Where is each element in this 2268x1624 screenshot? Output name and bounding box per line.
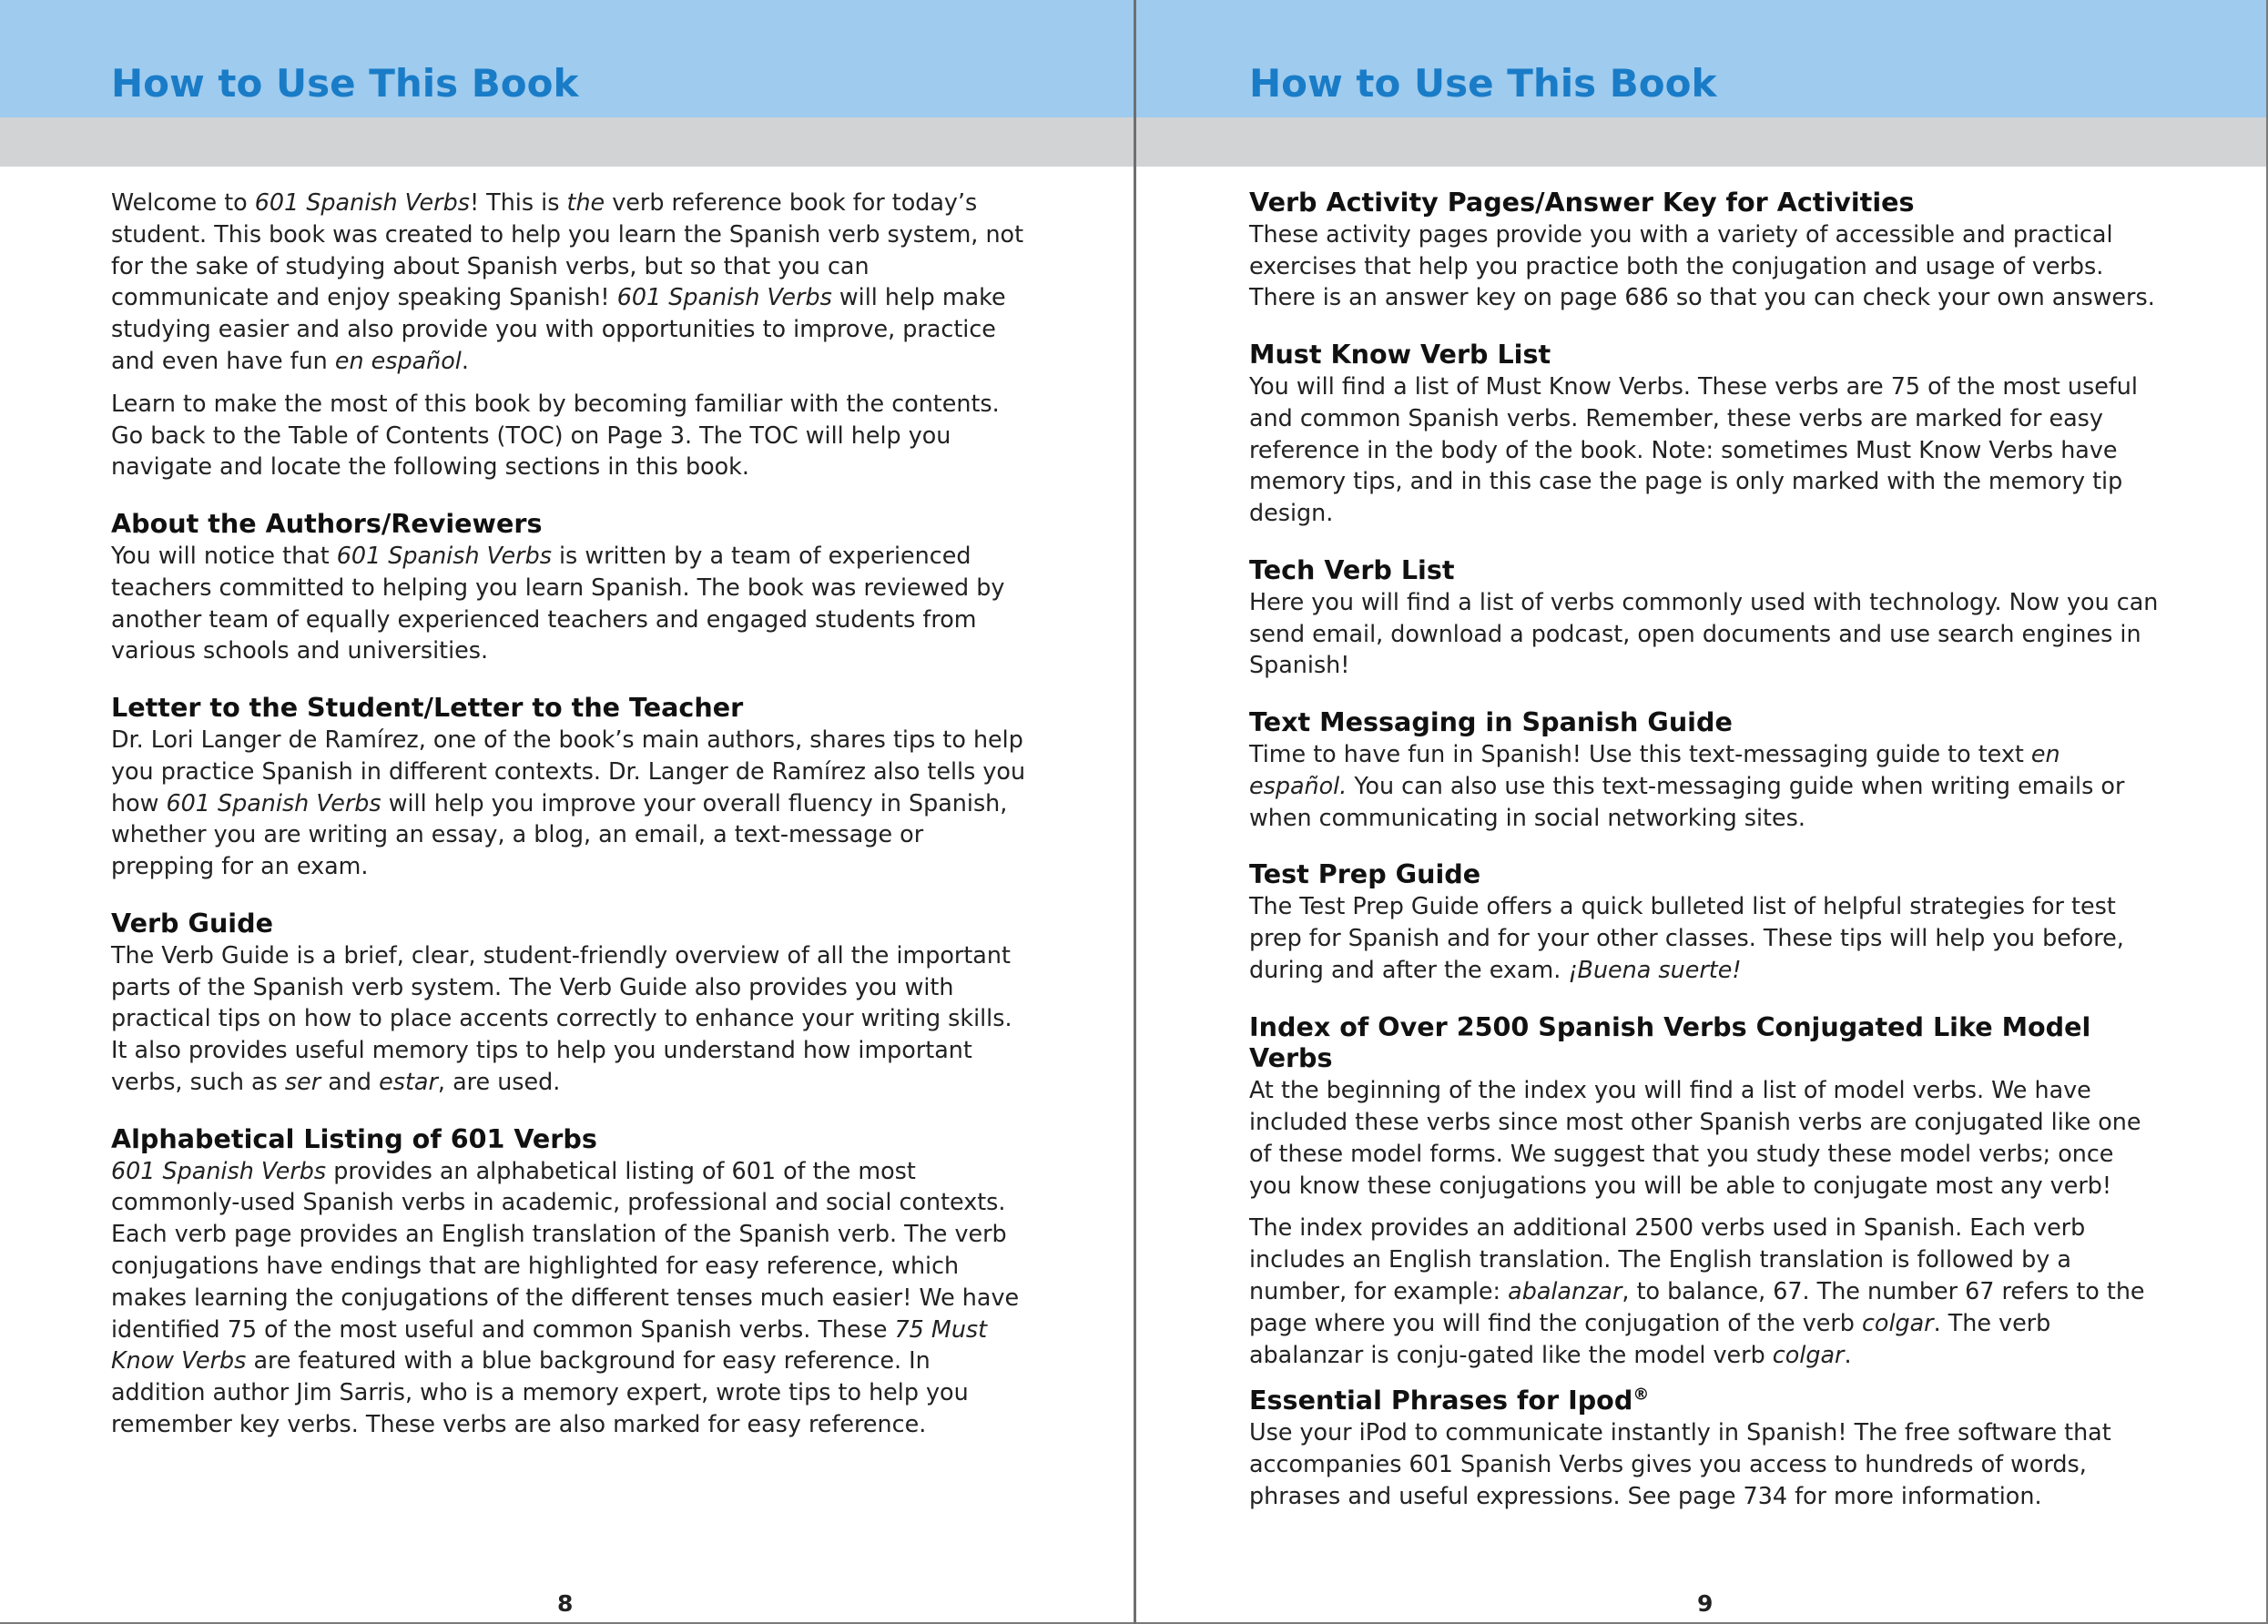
section-heading: Text Messaging in Spanish Guide [1249,706,1733,738]
section-heading: Letter to the Student/Letter to the Teacher [111,692,744,724]
section-alphabetical-listing [111,1123,1026,1440]
right-gray-band [1136,117,2268,167]
section-body: At the beginning of the index you will find a list of model verbs. We have included these verbs since most other Spanish verbs are conjugated like one of these model forms. We suggest that you study these model verbs; once you know these conjugations you will be able to conjugate most any verb! [1249,1076,2141,1199]
section-activity-pages [1249,187,2160,313]
section-tech-verbs [1249,554,2160,681]
section-heading: About the Authors/Reviewers [111,508,543,540]
section-letters [111,692,1026,882]
section-body: Dr. Lori Langer de Ramírez, one of the book’s main authors, shares tips to help you practice Spanish in different contexts. Dr. Langer de Ramírez also tells you how 601 Spanish Verbs will help you improve your overall fluency in Spanish, whether you are writing an essay, a blog, an email, a text-message or prepping for an exam. [111,725,1026,880]
registered-mark: ® [1632,1385,1650,1405]
section-body: Use your iPod to communicate instantly in Spanish! The free software that accompanies 601 Spanish Verbs gives you access to hundreds of words, phrases and useful expressions. See page 734 for more information. [1249,1418,2111,1509]
section-body: Here you will find a list of verbs commonly used with technology. Now you can send email, download a podcast, open documents and use search engines in Spanish! [1249,587,2159,679]
section-verb-guide [111,908,1026,1098]
section-body: The Verb Guide is a brief, clear, student-friendly overview of all the important parts of the Spanish verb system. The Verb Guide also provides you with practical tips on how to place accents correctly to enhance your writing skills. It also provides useful memory tips to help you understand how important verbs, such as ser and estar, are used. [111,940,1012,1095]
section-body-2: The index provides an additional 2500 verbs used in Spanish. Each verb includes an English translation. The English translation is followed by a number, for example: abalanzar, to balance, 67. The number 67 refers to the page where you will find the conjugation of the verb colgar. The verb abalanzar is conju-gated like the model verb colgar. [1249,1213,2145,1368]
section-authors [111,508,1026,666]
intro-paragraph-1: Welcome to 601 Spanish Verbs! This is the verb reference book for today’s student. This book was created to help you learn the Spanish verb system, not for the sake of studying about Spanish verbs, but so that you can communicate and enjoy speaking Spanish! 601 Spanish Verbs will help make studying easier and also provide you with opportunities to improve, practice and even have fun en español. [111,188,1024,374]
right-page-number: 9 [1697,1590,1714,1617]
section-heading: Verb Guide [111,907,273,939]
right-page [1136,0,2268,1624]
left-page-title: How to Use This Book [111,61,579,106]
left-gray-band [0,117,1134,167]
section-index [1249,1011,2160,1371]
section-heading: Must Know Verb List [1249,339,1551,370]
left-content [111,187,1026,1451]
section-test-prep [1249,858,2160,985]
left-page-number: 8 [557,1590,574,1617]
section-body: 601 Spanish Verbs provides an alphabetical listing of 601 of the most commonly-used Spanish verbs in academic, professional and social contexts. Each verb page provides an English translation of the Spanish verb. The verb conjugations have endings that are highlighted for easy reference, which makes learning the conjugations of the different tenses much easier! We have identified 75 of the most useful and common Spanish verbs. These 75 Must Know Verbs are featured with a blue background for easy reference. In addition author Jim Sarris, who is a memory expert, wrote tips to help you remember key verbs. These verbs are also marked for easy reference. [111,1156,1020,1437]
section-heading: Index of Over 2500 Spanish Verbs Conjugated Like Model Verbs [1249,1010,2091,1074]
section-body: You will notice that 601 Spanish Verbs is written by a team of experienced teachers committed to helping you learn Spanish. The book was reviewed by another team of equally experienced teachers and engaged students from various schools and universities. [111,541,1005,665]
section-must-know [1249,339,2160,529]
right-content [1249,187,2160,1522]
section-body: The Test Prep Guide offers a quick bulleted list of helpful strategies for test prep for Spanish and for your other classes. These tips will help you before, during and after the exam. ¡Buena suerte! [1249,892,2124,983]
section-essential-phrases [1249,1385,2160,1511]
section-heading: Tech Verb List [1249,553,1455,585]
section-body: These activity pages provide you with a variety of accessible and practical exercises that help you practice both the conjugation and usage of verbs. There is an answer key on page 686 so that you can check your own answers. [1249,219,2155,311]
section-body: Time to have fun in Spanish! Use this text-messaging guide to text en español. You can also use this text-messaging guide when writing emails or when communicating in social networking sites. [1249,739,2125,831]
right-page-title: How to Use This Book [1249,61,1717,106]
section-body: You will find a list of Must Know Verbs. These verbs are 75 of the most useful and common Spanish verbs. Remember, these verbs are marked for easy reference in the body of the book. Note: sometimes Must Know Verbs have memory tips, and in this case the page is only marked with the memory tip design. [1249,371,2138,527]
section-heading: Alphabetical Listing of 601 Verbs [111,1122,597,1154]
intro-paragraph-2: Learn to make the most of this book by becoming familiar with the contents. Go back to the Table of Contents (TOC) on Page 3. The TOC will help you navigate and locate the following sections in this book. [111,389,1000,481]
section-heading: Essential Phrases for Ipod® [1249,1385,1650,1416]
section-heading: Verb Activity Pages/Answer Key for Activities [1249,187,1915,218]
section-text-messaging [1249,706,2160,833]
section-heading: Test Prep Guide [1249,858,1481,890]
